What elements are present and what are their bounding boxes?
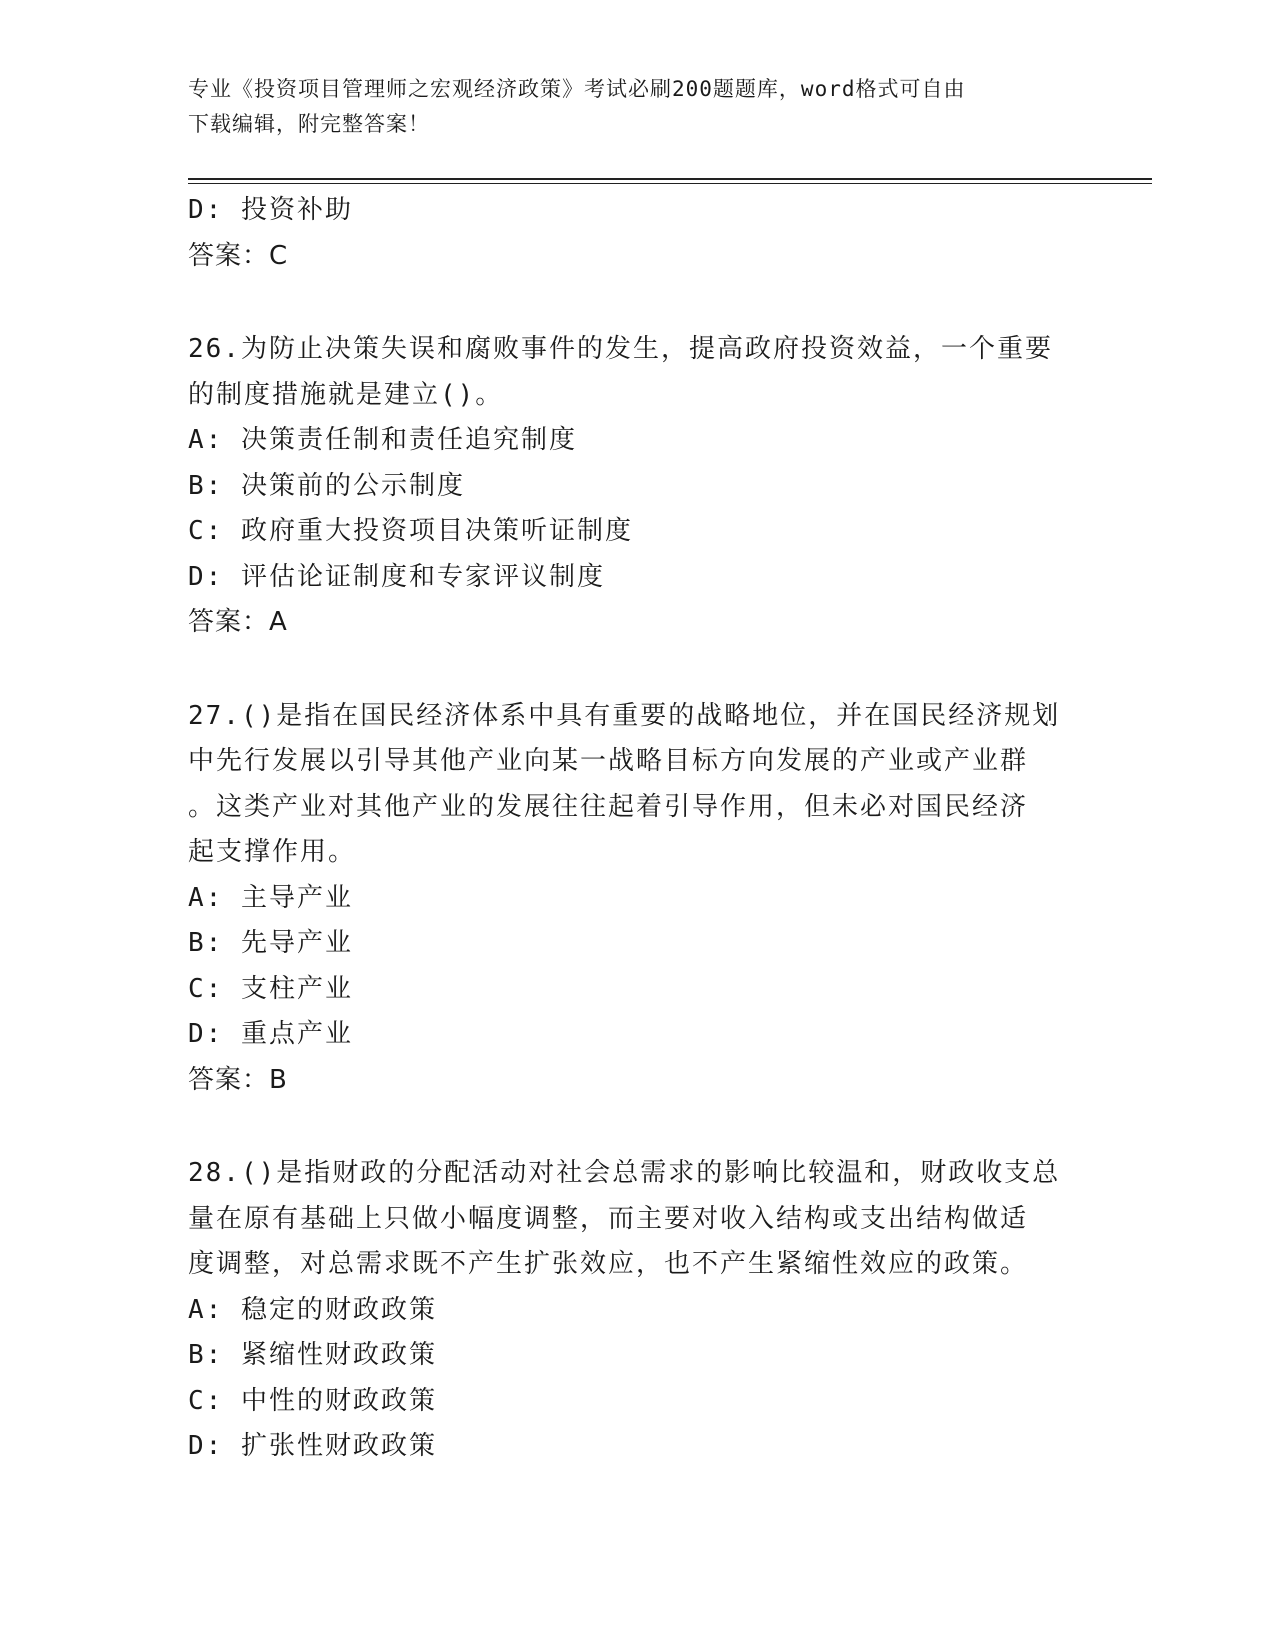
- question-28: [188, 1151, 1068, 1470]
- question-stem: 的制度措施就是建立()。: [188, 379, 504, 410]
- option-d: D: 评估论证制度和专家评议制度: [188, 561, 605, 592]
- option-a: A: 主导产业: [188, 882, 353, 913]
- option-c: C: 支柱产业: [188, 973, 353, 1004]
- question-stem: 度调整，对总需求既不产生扩张效应，也不产生紧缩性效应的政策。: [188, 1249, 1029, 1279]
- option-a: A: 稳定的财政政策: [188, 1294, 437, 1325]
- header-line-2: 下载编辑，附完整答案！: [188, 112, 430, 136]
- header-divider-thin: [188, 183, 1152, 184]
- option-b: B: 紧缩性财政政策: [188, 1340, 437, 1370]
- option-b: B: 决策前的公示制度: [188, 470, 465, 501]
- question-27: [188, 694, 1068, 1104]
- question-stem: 。这类产业对其他产业的发展往往起着引导作用，但未必对国民经济: [188, 791, 1029, 822]
- spacer: [188, 646, 1068, 694]
- question-stem: 中先行发展以引导其他产业向某一战略目标方向发展的产业或产业群: [188, 746, 1029, 776]
- answer: 答案：B: [188, 1064, 288, 1095]
- answer: 答案：A: [188, 607, 288, 637]
- option-c: C: 中性的财政政策: [188, 1385, 437, 1416]
- question-stem: 起支撑作用。: [188, 837, 357, 867]
- question-25-tail: [188, 188, 1068, 279]
- page-header: [188, 72, 1088, 142]
- document-body: [188, 188, 1068, 1470]
- spacer: [188, 279, 1068, 327]
- option-a: A: 决策责任制和责任追究制度: [188, 425, 577, 455]
- question-stem: 量在原有基础上只做小幅度调整，而主要对收入结构或支出结构做适: [188, 1203, 1029, 1234]
- header-divider: [188, 178, 1152, 180]
- question-stem: 26.为防止决策失误和腐败事件的发生，提高政府投资效益，一个重要: [188, 334, 1053, 364]
- option-c: C: 政府重大投资项目决策听证制度: [188, 516, 633, 546]
- question-stem: 27.()是指在国民经济体系中具有重要的战略地位，并在国民经济规划: [188, 700, 1061, 731]
- answer: 答案：C: [188, 240, 289, 271]
- question-stem: 28.()是指财政的分配活动对社会总需求的影响比较温和，财政收支总: [188, 1158, 1061, 1188]
- header-line-1: 专业《投资项目管理师之宏观经济政策》考试必刷200题题库，word格式可自由: [188, 77, 966, 101]
- option-d: D: 投资补助: [188, 195, 353, 225]
- option-d: D: 扩张性财政政策: [188, 1431, 437, 1461]
- option-d: D: 重点产业: [188, 1019, 353, 1049]
- spacer: [188, 1103, 1068, 1151]
- option-b: B: 先导产业: [188, 928, 353, 958]
- question-26: [188, 327, 1068, 646]
